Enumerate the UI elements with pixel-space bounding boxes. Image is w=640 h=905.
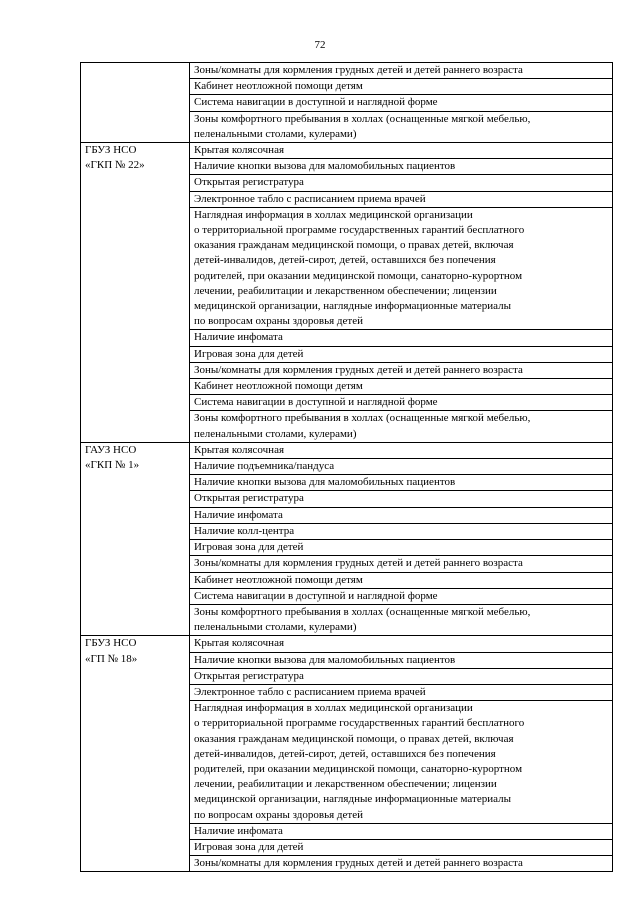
facility-item-text: Электронное табло с расписанием приема врачей — [194, 685, 426, 698]
facility-item-cell — [190, 588, 613, 604]
facility-item-cell — [190, 523, 613, 539]
facility-item-text: Открытая регистратура — [194, 669, 304, 682]
organization-cell — [81, 143, 190, 443]
facilities-table — [80, 62, 613, 872]
facility-item-cell — [190, 684, 613, 700]
facility-item-cell — [190, 823, 613, 839]
facility-item-text: Зоны/комнаты для кормления грудных детей и детей раннего возраста — [194, 64, 523, 76]
facility-item-cell — [190, 701, 613, 824]
organization-name-line: ГБУЗ НСО — [85, 637, 137, 650]
facility-item-text: Зоны/комнаты для кормления грудных детей и детей раннего возраста — [194, 363, 523, 376]
organization-cell — [81, 63, 190, 143]
facility-item-text: Зоны комфортного пребывания в холлах (оснащенные мягкой мебелью, пеленальными столами, кулерами) — [194, 112, 531, 140]
facility-item-cell — [190, 556, 613, 572]
facility-item-text: Система навигации в доступной и наглядной форме — [194, 589, 438, 602]
facility-item-text: Система навигации в доступной и наглядной форме — [194, 96, 438, 109]
facility-item-cell — [190, 63, 613, 79]
facility-item-text: Наглядная информация в холлах медицинской организации о территориальной программе государственных гарантий бесплатного оказания гражданам медицинской помощи, о правах детей, включая детей-инвалидов, детей-сирот, детей, оставшихся без попечения родителей, при оказании медицинской помощи, санаторно-курортном лечении, реабилитации и лекарственном обеспечении; лицензии медицинской организации, наглядные информационные материалы по вопросам охраны здоровья детей — [194, 702, 525, 821]
facility-item-cell — [190, 207, 613, 330]
facility-item-cell — [190, 459, 613, 475]
facility-item-text: Крытая колясочная — [194, 637, 285, 650]
facility-item-text: Наличие подъемника/пандуса — [194, 460, 335, 473]
table-row — [81, 636, 613, 652]
table-row — [81, 63, 613, 79]
facility-item-text: Игровая зона для детей — [194, 840, 304, 853]
organization-name-line: «ГКП № 22» — [85, 159, 145, 172]
organization-cell — [81, 442, 190, 635]
facility-item-text: Игровая зона для детей — [194, 541, 304, 554]
facility-item-cell — [190, 159, 613, 175]
facility-item-cell — [190, 668, 613, 684]
facility-item-cell — [190, 95, 613, 111]
facility-item-cell — [190, 856, 613, 872]
facility-item-text: Наглядная информация в холлах медицинской организации о территориальной программе государственных гарантий бесплатного оказания гражданам медицинской помощи, о правах детей, включая детей-инвалидов, детей-сирот, детей, оставшихся без попечения родителей, при оказании медицинской помощи, санаторно-курортном лечении, реабилитации и лекарственном обеспечении; лицензии медицинской организации, наглядные информационные материалы по вопросам охраны здоровья детей — [194, 208, 525, 328]
facility-item-text: Наличие инфомата — [194, 824, 283, 837]
facility-item-cell — [190, 191, 613, 207]
facility-item-cell — [190, 143, 613, 159]
facility-item-text: Наличие кнопки вызова для маломобильных пациентов — [194, 653, 456, 666]
facility-item-text: Крытая колясочная — [194, 443, 285, 456]
facility-item-cell — [190, 111, 613, 142]
organization-name-line: ГАУЗ НСО — [85, 443, 137, 456]
facility-item-cell — [190, 362, 613, 378]
facility-item-cell — [190, 604, 613, 635]
facility-item-cell — [190, 330, 613, 346]
facility-item-cell — [190, 395, 613, 411]
facility-item-text: Зоны/комнаты для кормления грудных детей и детей раннего возраста — [194, 557, 523, 570]
facility-item-cell — [190, 652, 613, 668]
facility-item-cell — [190, 379, 613, 395]
facility-item-text: Зоны комфортного пребывания в холлах (оснащенные мягкой мебелью, пеленальными столами, кулерами) — [194, 605, 531, 634]
facility-item-text: Крытая колясочная — [194, 144, 285, 157]
facility-item-text: Кабинет неотложной помощи детям — [194, 380, 363, 393]
facility-item-cell — [190, 491, 613, 507]
facility-item-cell — [190, 839, 613, 855]
facility-item-text: Наличие инфомата — [194, 508, 283, 521]
facility-item-text: Зоны/комнаты для кормления грудных детей и детей раннего возраста — [194, 857, 523, 870]
facility-item-cell — [190, 346, 613, 362]
facility-item-text: Открытая регистратура — [194, 492, 304, 505]
facility-item-text: Наличие кнопки вызова для маломобильных пациентов — [194, 160, 456, 173]
facility-item-cell — [190, 475, 613, 491]
facility-item-text: Наличие кнопки вызова для маломобильных пациентов — [194, 476, 456, 489]
table-row — [81, 143, 613, 159]
facility-item-text: Кабинет неотложной помощи детям — [194, 80, 363, 93]
organization-name-line: ГБУЗ НСО — [85, 144, 137, 157]
facility-item-cell — [190, 175, 613, 191]
organization-name-line: «ГКП № 1» — [85, 459, 140, 472]
table-row — [81, 442, 613, 458]
facility-item-text: Игровая зона для детей — [194, 347, 304, 360]
facility-item-text: Наличие инфомата — [194, 331, 283, 344]
facility-item-cell — [190, 411, 613, 442]
facility-item-text: Электронное табло с расписанием приема врачей — [194, 192, 426, 205]
organization-cell — [81, 636, 190, 872]
facility-item-text: Наличие колл-центра — [194, 524, 295, 537]
facility-item-cell — [190, 442, 613, 458]
facility-item-cell — [190, 540, 613, 556]
facility-item-text: Система навигации в доступной и наглядной форме — [194, 396, 438, 409]
page-number: 72 — [314, 39, 326, 51]
facility-item-text: Зоны комфортного пребывания в холлах (оснащенные мягкой мебелью, пеленальными столами, кулерами) — [194, 412, 531, 440]
facility-item-text: Кабинет неотложной помощи детям — [194, 573, 363, 586]
facility-item-cell — [190, 572, 613, 588]
facility-item-cell — [190, 636, 613, 652]
facility-item-text: Открытая регистратура — [194, 176, 304, 189]
facility-item-cell — [190, 507, 613, 523]
facility-item-cell — [190, 79, 613, 95]
organization-name-line: «ГП № 18» — [85, 652, 138, 665]
